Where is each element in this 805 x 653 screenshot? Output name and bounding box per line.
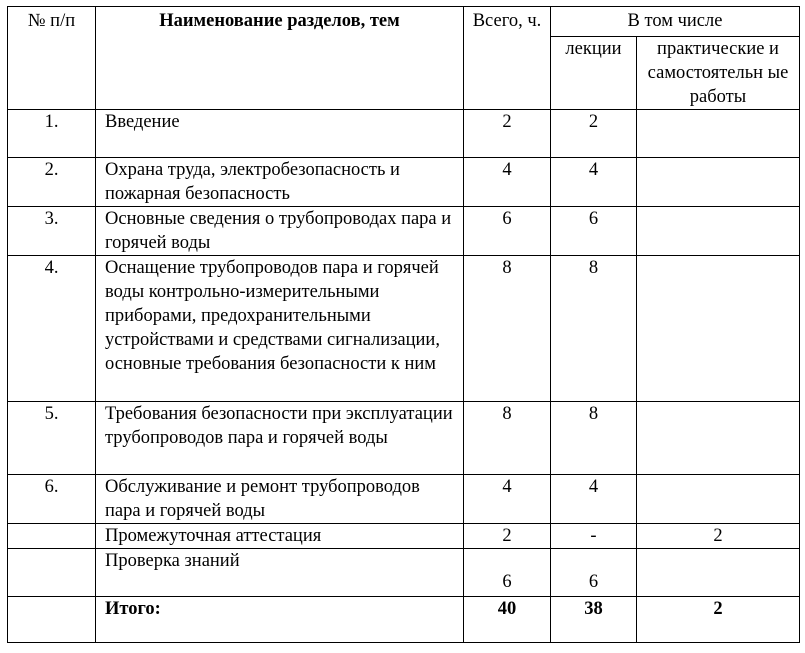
table-row [8, 207, 800, 256]
header-practical: практические и самостоятельн ые работы [637, 37, 800, 110]
row-lectures: 6 [551, 207, 637, 256]
row-name: Промежуточная аттестация [96, 524, 464, 549]
table-row [8, 158, 800, 207]
table-row [8, 475, 800, 524]
row-name: Оснащение трубопроводов пара и горячей воды контрольно-измерительными приборами, предохранительными устройствами и средствами сигнализации, основные требования безопасности к ним [96, 256, 464, 402]
row-num: 1. [8, 110, 96, 158]
row-lectures: 8 [551, 256, 637, 402]
header-lectures: лекции [551, 37, 637, 110]
row-practical [637, 207, 800, 256]
totals-num [8, 597, 96, 643]
row-name: Введение [96, 110, 464, 158]
row-lectures: - [551, 524, 637, 549]
row-name: Требования безопасности при эксплуатации трубопроводов пара и горячей воды [96, 402, 464, 475]
row-num: 6. [8, 475, 96, 524]
header-total: Всего, ч. [464, 7, 551, 110]
row-num: 5. [8, 402, 96, 475]
table-row [8, 256, 800, 402]
curriculum-table [7, 6, 800, 643]
row-practical [637, 110, 800, 158]
row-num [8, 549, 96, 597]
row-lectures: 8 [551, 402, 637, 475]
header-row-1 [8, 7, 800, 37]
table-row [8, 549, 800, 597]
table-row [8, 524, 800, 549]
row-practical: 2 [637, 524, 800, 549]
row-total: 8 [464, 402, 551, 475]
row-practical [637, 402, 800, 475]
table-row [8, 402, 800, 475]
row-practical [637, 475, 800, 524]
row-name: Основные сведения о трубопроводах пара и горячей воды [96, 207, 464, 256]
row-total: 2 [464, 524, 551, 549]
totals-row [8, 597, 800, 643]
totals-practical: 2 [637, 597, 800, 643]
row-lectures: 2 [551, 110, 637, 158]
row-num: 4. [8, 256, 96, 402]
row-total: 4 [464, 158, 551, 207]
row-num [8, 524, 96, 549]
header-including: В том числе [551, 7, 800, 37]
row-total: 8 [464, 256, 551, 402]
row-name: Проверка знаний [96, 549, 464, 597]
row-total: 4 [464, 475, 551, 524]
row-total: 6 [464, 549, 551, 597]
header-num: № п/п [8, 7, 96, 110]
row-practical [637, 549, 800, 597]
row-lectures: 4 [551, 158, 637, 207]
row-name: Обслуживание и ремонт трубопроводов пара и горячей воды [96, 475, 464, 524]
row-name: Охрана труда, электробезопасность и пожарная безопасность [96, 158, 464, 207]
row-practical [637, 158, 800, 207]
row-num: 2. [8, 158, 96, 207]
row-total: 2 [464, 110, 551, 158]
header-name: Наименование разделов, тем [96, 7, 464, 110]
table-row [8, 110, 800, 158]
row-lectures: 6 [551, 549, 637, 597]
row-lectures: 4 [551, 475, 637, 524]
row-total: 6 [464, 207, 551, 256]
row-num: 3. [8, 207, 96, 256]
totals-label: Итого: [96, 597, 464, 643]
totals-lectures: 38 [551, 597, 637, 643]
totals-total: 40 [464, 597, 551, 643]
row-practical [637, 256, 800, 402]
